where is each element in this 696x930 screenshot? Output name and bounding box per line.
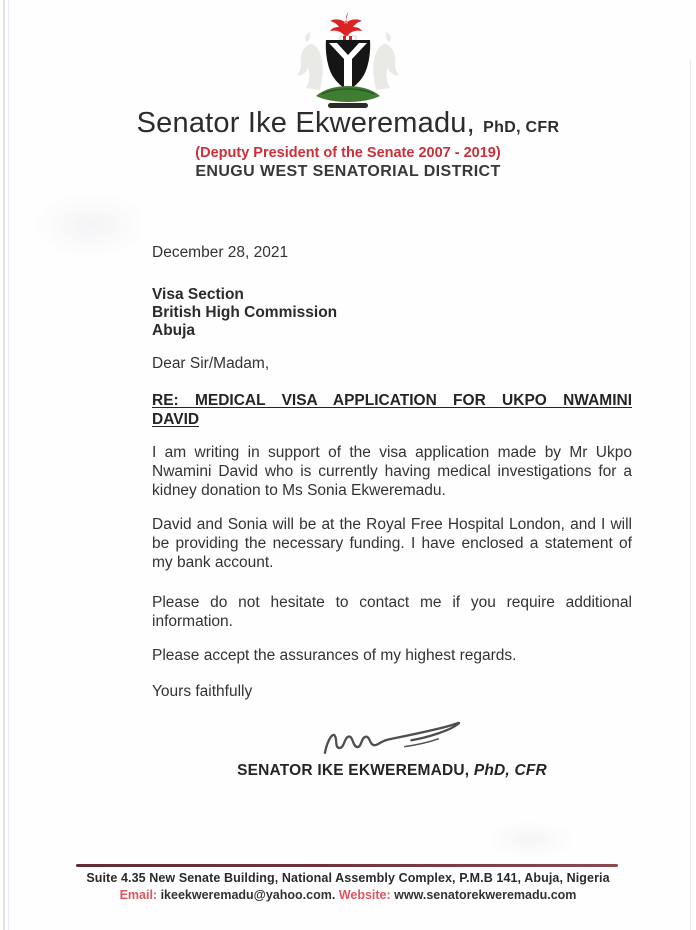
- signer-name: [152, 761, 632, 780]
- letterhead-district: ENUGU WEST SENATORIAL DISTRICT: [195, 163, 501, 180]
- scan-edge-artifact: [690, 60, 691, 930]
- paragraph: Please do not hesitate to contact me if you require additional information.: [152, 594, 632, 630]
- footer-contact: [0, 888, 696, 902]
- recipient-address: [152, 286, 632, 340]
- nigeria-coat-of-arms-icon: [282, 4, 414, 119]
- subject-line-1: RE: MEDICAL VISA APPLICATION FOR UKPO NWAMINI: [152, 392, 632, 409]
- letterhead-name-suffix: PhD, CFR: [483, 119, 560, 136]
- scan-smudge: [486, 820, 576, 860]
- paragraph: I am writing in support of the visa application made by Mr Ukpo Nwamini David who is currently having medical investigations for a kidney donation to Ms Sonia Ekweremadu.: [152, 444, 632, 499]
- paragraph: Please accept the assurances of my highest regards.: [152, 647, 517, 664]
- letterhead-name: [0, 107, 696, 140]
- recipient-line: Visa Section: [152, 286, 244, 303]
- recipient-line: British High Commission: [152, 304, 338, 321]
- scan-smudge: [30, 190, 150, 260]
- recipient-line: Abuja: [152, 322, 196, 339]
- letter-body: [152, 243, 632, 780]
- closing: Yours faithfully: [152, 683, 253, 700]
- letterhead-subtitle: (Deputy President of the Senate 2007 - 2019): [195, 145, 501, 161]
- website-value: www.senatorekweremadu.com: [394, 888, 577, 902]
- letter-date: December 28, 2021: [152, 244, 289, 261]
- subject-line-2: DAVID: [152, 411, 200, 428]
- signer-name-suffix: PhD, CFR: [473, 762, 547, 779]
- email-value: ikeekweremadu@yahoo.com.: [160, 888, 336, 902]
- salutation: Dear Sir/Madam,: [152, 355, 270, 372]
- paragraph: David and Sonia will be at the Royal Free Hospital London, and I will be providing the necessary funding. I have enclosed a statement of my bank account.: [152, 516, 632, 571]
- email-label: Email:: [119, 888, 158, 902]
- footer-address: Suite 4.35 New Senate Building, National Assembly Complex, P.M.B 141, Abuja, Nigeria: [86, 871, 610, 885]
- letterhead-name-main: Senator Ike Ekweremadu,: [136, 107, 475, 139]
- footer-divider: [76, 864, 618, 867]
- subject-line: [152, 391, 632, 429]
- handwritten-signature-icon: [312, 707, 632, 759]
- website-label: Website:: [338, 888, 391, 902]
- signer-name-main: SENATOR IKE EKWEREMADU,: [237, 762, 470, 779]
